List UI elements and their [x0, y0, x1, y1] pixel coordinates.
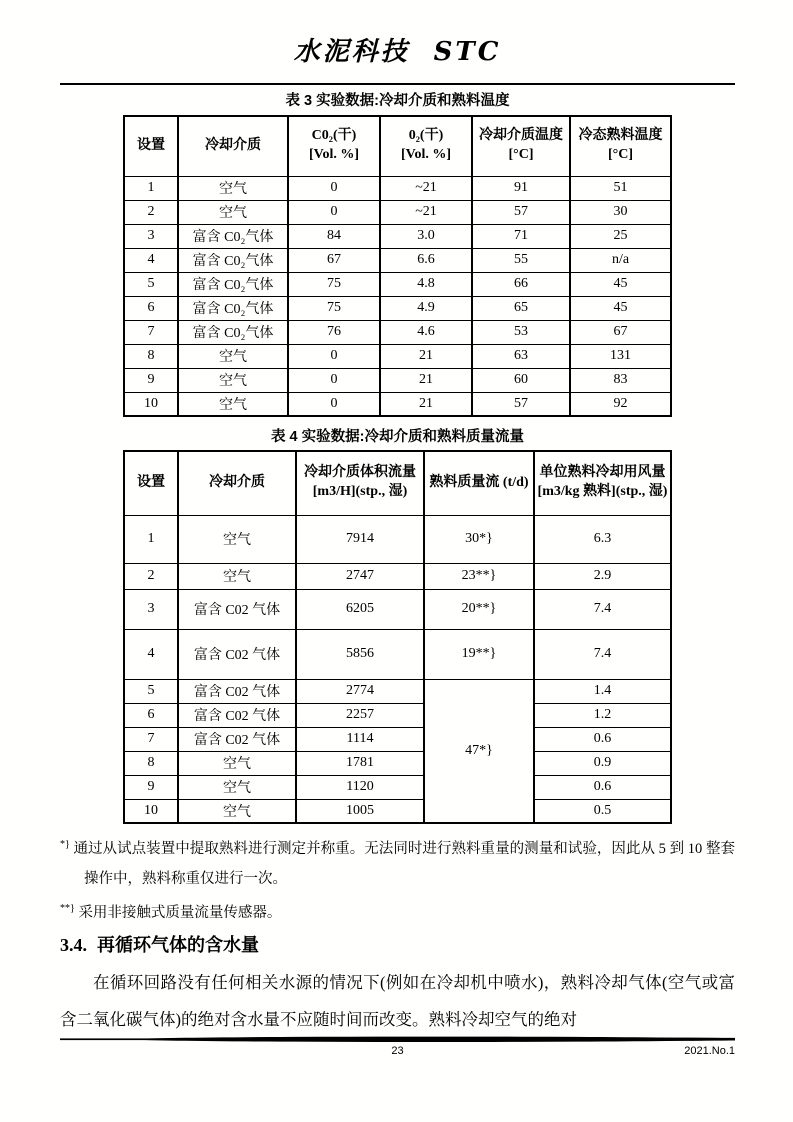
footnote-1 [60, 830, 735, 894]
body-paragraph: 在循环回路没有任何相关水源的情况下(例如在冷却机中喷水)，熟料冷却气体(空气或富含二氧化碳气体)的绝对含水量不应随时间而改变。熟料冷却空气的绝对 [60, 972, 735, 1029]
table-cell: 0 [288, 368, 380, 392]
table3 [123, 115, 672, 417]
table-cell: 67 [570, 320, 671, 344]
table-row [124, 296, 671, 320]
table-cell: 空气 [178, 344, 288, 368]
table-cell: 富含 C02 气体 [178, 703, 296, 727]
column-header-medium-temp [472, 116, 570, 176]
section-title: 再循环气体的含水量 [97, 934, 259, 955]
table4-caption: 表 4 实验数据:冷却介质和熟料质量流量 [271, 429, 524, 445]
table-cell: 2257 [296, 703, 424, 727]
table-cell: 富含 C0₂气体 [178, 320, 288, 344]
table-cell: ~21 [380, 200, 472, 224]
table-cell: 0 [288, 176, 380, 200]
table-cell: 5856 [296, 629, 424, 679]
table-row [124, 775, 671, 799]
table-cell: 9 [124, 775, 178, 799]
column-header-setting [124, 451, 178, 515]
table4 [123, 450, 672, 824]
table-cell: 1 [124, 176, 178, 200]
table-row [124, 320, 671, 344]
table-cell: 76 [288, 320, 380, 344]
table-cell: 57 [472, 200, 570, 224]
table-cell: 0.6 [534, 727, 671, 751]
header-unit: [Vol. %] [308, 147, 360, 163]
table-row [124, 272, 671, 296]
table-cell: 60 [472, 368, 570, 392]
column-header-specific-air [534, 451, 671, 515]
table-cell: 空气 [178, 751, 296, 775]
table-cell: 45 [570, 296, 671, 320]
table-cell: 富含 C02 气体 [178, 679, 296, 703]
table-cell: 51 [570, 176, 671, 200]
page-footer [60, 1035, 735, 1061]
header-text: 熟料质量流 (t/d) [429, 474, 529, 490]
table-cell: 23**} [424, 563, 534, 589]
table-cell: 0.6 [534, 775, 671, 799]
table-cell: 8 [124, 344, 178, 368]
table-cell: 65 [472, 296, 570, 320]
column-header-clinker-temp [570, 116, 671, 176]
table-cell: 1005 [296, 799, 424, 823]
header-text: 冷却介质 [209, 474, 265, 490]
table-cell: 6 [124, 296, 178, 320]
section-heading [60, 933, 735, 957]
table-cell: 富含 C0₂气体 [178, 224, 288, 248]
table-cell: 10 [124, 392, 178, 416]
table-cell: 30 [570, 200, 671, 224]
table-cell: 21 [380, 392, 472, 416]
table-row [124, 679, 671, 703]
table-row [124, 727, 671, 751]
table-cell-merged-mass-flow: 47*} [424, 679, 534, 823]
column-header-o2 [380, 116, 472, 176]
header-text: 单位熟料冷却用风量 [539, 465, 666, 481]
column-header-mass-flow [424, 451, 534, 515]
table-cell: 7914 [296, 515, 424, 563]
table-cell: n/a [570, 248, 671, 272]
table-cell: 2 [124, 563, 178, 589]
table-row [124, 200, 671, 224]
column-header-co2 [288, 116, 380, 176]
table-cell: 1.2 [534, 703, 671, 727]
table-row [124, 751, 671, 775]
table-cell: 空气 [178, 368, 288, 392]
section-number: 3.4. [60, 934, 87, 955]
table-cell: 空气 [178, 515, 296, 563]
table-cell: 83 [570, 368, 671, 392]
table-cell: 30*} [424, 515, 534, 563]
table-cell: 0.5 [534, 799, 671, 823]
table-cell: 1 [124, 515, 178, 563]
footer-rule [60, 1035, 735, 1044]
table-cell: 0.9 [534, 751, 671, 775]
table-row [124, 176, 671, 200]
header-text: 冷却介质 [205, 137, 261, 153]
table-cell: 2 [124, 200, 178, 224]
table-cell: 1.4 [534, 679, 671, 703]
table-cell: 2.9 [534, 563, 671, 589]
table-cell: 55 [472, 248, 570, 272]
table-cell: 7.4 [534, 629, 671, 679]
table-cell: 75 [288, 296, 380, 320]
table-cell: 67 [288, 248, 380, 272]
table-cell: 57 [472, 392, 570, 416]
table-cell: 66 [472, 272, 570, 296]
table-cell: 91 [472, 176, 570, 200]
table-cell: 富含 C02 气体 [178, 589, 296, 629]
table-cell: 0 [288, 200, 380, 224]
footnote-text: 通过从试点装置中提取熟料进行测定并称重。无法同时进行熟料重量的测量和试验，因此从 5 到 10 整套操作中，熟料称重仅进行一次。 [73, 840, 736, 887]
footnotes [60, 830, 735, 928]
table-row [124, 248, 671, 272]
table3-caption: 表 3 实验数据:冷却介质和熟料温度 [285, 93, 510, 109]
page-number: 23 [391, 1045, 404, 1057]
header-text: C0₂(干) [311, 128, 357, 144]
table-row [124, 515, 671, 563]
table-cell: 71 [472, 224, 570, 248]
header-text: 设置 [137, 474, 165, 490]
table-cell: 6.6 [380, 248, 472, 272]
table-cell: 25 [570, 224, 671, 248]
footnote-2 [60, 894, 735, 928]
table-cell: 19**} [424, 629, 534, 679]
table-row [124, 703, 671, 727]
header-unit: [m3/H](stp., 湿) [312, 484, 408, 500]
table-cell: 富含 C02 气体 [178, 727, 296, 751]
table-cell: 4.9 [380, 296, 472, 320]
table-cell: 45 [570, 272, 671, 296]
table-cell: 8 [124, 751, 178, 775]
table-cell: 空气 [178, 200, 288, 224]
table-cell: 空气 [178, 176, 288, 200]
header-text: 冷态熟料温度 [578, 128, 663, 144]
footnote-marker: **} [60, 902, 75, 914]
table-cell: 空气 [178, 392, 288, 416]
table-row [124, 224, 671, 248]
page-title: 水泥科技 STC [293, 37, 502, 67]
table-cell: 63 [472, 344, 570, 368]
table-row [124, 589, 671, 629]
table-cell: 7.4 [534, 589, 671, 629]
table-cell: 3 [124, 589, 178, 629]
header-text: 冷却介质温度 [479, 128, 563, 144]
column-header-cooling-medium [178, 451, 296, 515]
table-row [124, 392, 671, 416]
table-cell: 75 [288, 272, 380, 296]
header-text: 冷却介质体积流量 [304, 465, 416, 481]
table-cell: 富含 C0₂气体 [178, 272, 288, 296]
table-cell: 4.6 [380, 320, 472, 344]
table-cell: 4 [124, 629, 178, 679]
header-rule [60, 83, 735, 85]
table-row [124, 344, 671, 368]
table-cell: 21 [380, 368, 472, 392]
table-cell: 5 [124, 679, 178, 703]
table-row [124, 368, 671, 392]
table-cell: 4 [124, 248, 178, 272]
footnote-marker: *} [60, 839, 70, 850]
footnote-text: 采用非接触式质量流量传感器。 [78, 904, 282, 921]
table-cell: 6205 [296, 589, 424, 629]
table-cell: 20**} [424, 589, 534, 629]
table-cell: 1114 [296, 727, 424, 751]
header-unit: [Vol. %] [400, 147, 452, 163]
table-cell: 1120 [296, 775, 424, 799]
table-cell: 84 [288, 224, 380, 248]
table-cell: 富含 C0₂气体 [178, 296, 288, 320]
table-cell: 53 [472, 320, 570, 344]
table-cell: 10 [124, 799, 178, 823]
header-text: 设置 [137, 137, 165, 153]
column-header-cooling-medium [178, 116, 288, 176]
table-row [124, 629, 671, 679]
table3-header-row [124, 116, 671, 176]
issue-label: 2021.No.1 [684, 1045, 735, 1057]
table-cell: 7 [124, 727, 178, 751]
table-cell: 92 [570, 392, 671, 416]
table-cell: 0 [288, 344, 380, 368]
table-cell: 0 [288, 392, 380, 416]
table-cell: 6 [124, 703, 178, 727]
table-cell: 4.8 [380, 272, 472, 296]
table-row [124, 799, 671, 823]
table-cell: 空气 [178, 563, 296, 589]
table-cell: ~21 [380, 176, 472, 200]
table-cell: 9 [124, 368, 178, 392]
header-unit: [°C] [607, 147, 634, 163]
table-cell: 1781 [296, 751, 424, 775]
footer-texts [60, 1045, 735, 1061]
header-text: 0₂(干) [408, 128, 444, 144]
table-cell: 21 [380, 344, 472, 368]
table-cell: 3.0 [380, 224, 472, 248]
table-cell: 131 [570, 344, 671, 368]
table-cell: 6.3 [534, 515, 671, 563]
table-cell: 富含 C0₂气体 [178, 248, 288, 272]
table-cell: 空气 [178, 799, 296, 823]
column-header-setting [124, 116, 178, 176]
table-cell: 3 [124, 224, 178, 248]
column-header-volume-flow [296, 451, 424, 515]
table-cell: 7 [124, 320, 178, 344]
table-cell: 2774 [296, 679, 424, 703]
table-cell: 富含 C02 气体 [178, 629, 296, 679]
table-cell: 2747 [296, 563, 424, 589]
header-unit: [°C] [508, 147, 534, 163]
header-unit: [m3/kg 熟料](stp., 湿) [537, 484, 668, 500]
table-cell: 空气 [178, 775, 296, 799]
table-cell: 5 [124, 272, 178, 296]
table4-header-row [124, 451, 671, 515]
table-row [124, 563, 671, 589]
